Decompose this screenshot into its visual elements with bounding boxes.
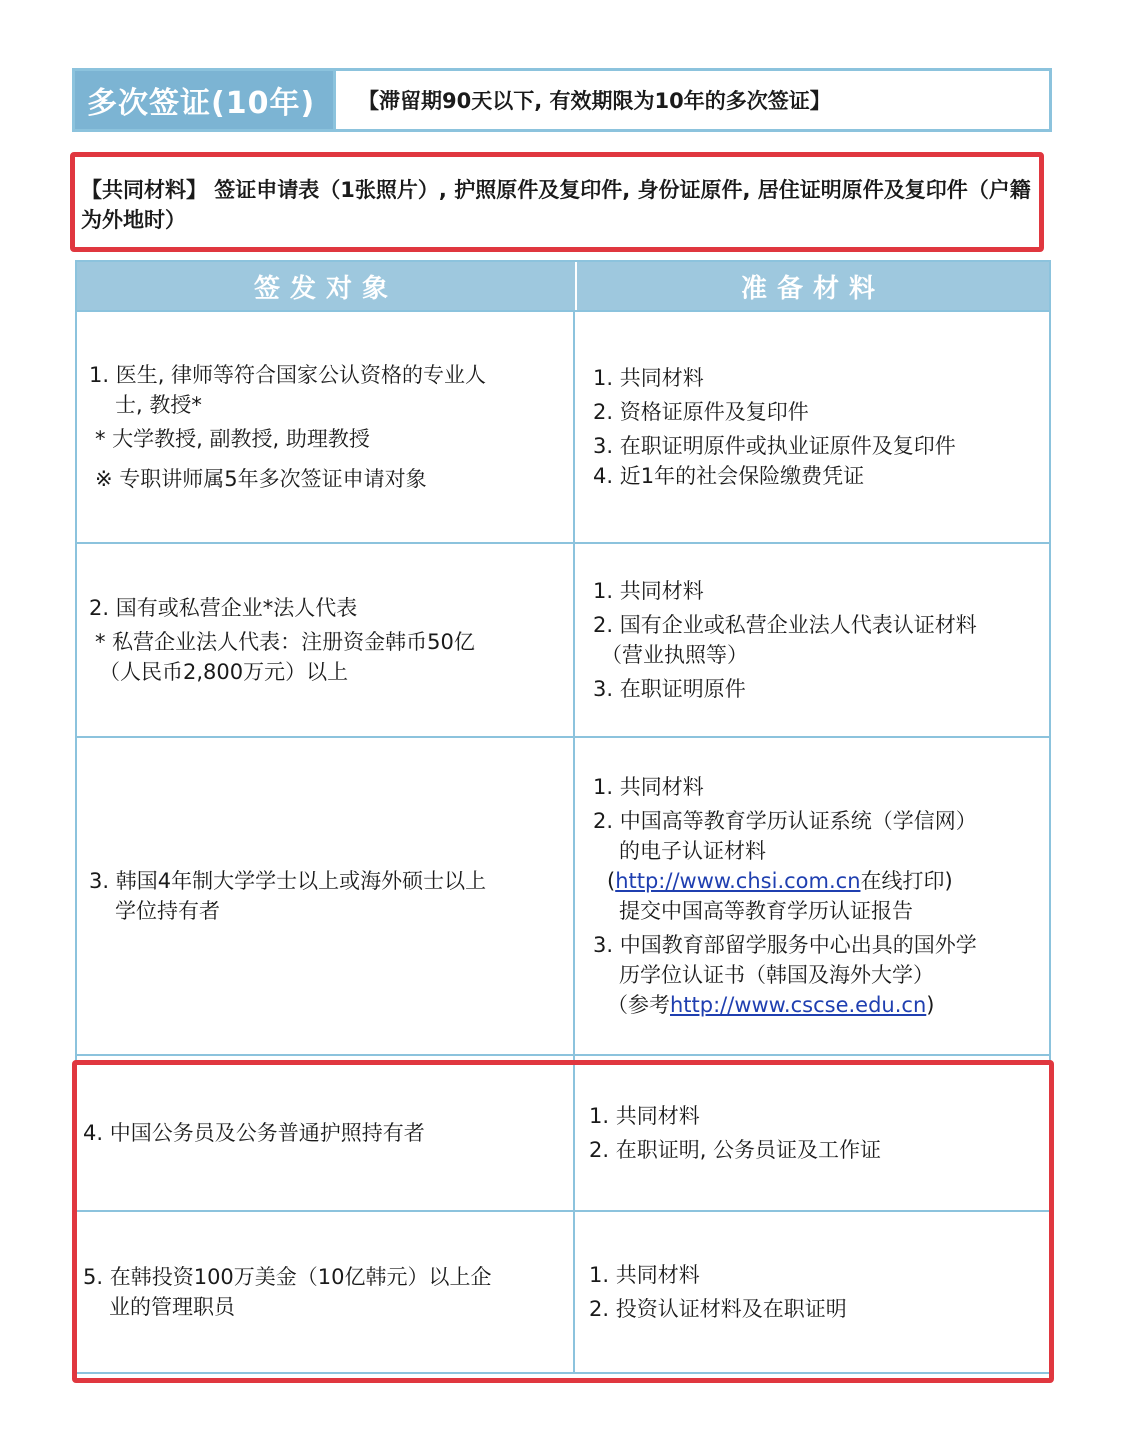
visa-title-banner — [72, 68, 1052, 132]
table-row — [75, 1056, 1051, 1212]
row-materials: 1. 共同材料 2. 投资认证材料及在职证明 — [589, 1263, 847, 1321]
row-target: 5. 在韩投资100万美金（10亿韩元）以上企 业的管理职员 — [77, 1212, 575, 1372]
row-target: 2. 国有或私营企业*法人代表 * 私营企业法人代表：注册资金韩币50亿 （人民币2,800万元）以上 — [77, 544, 575, 736]
header-target: 签发对象 — [77, 262, 577, 310]
visa-table — [75, 260, 1051, 1374]
visa-description: 【滞留期90天以下, 有效期限为10年的多次签证】 — [333, 71, 1049, 129]
row-materials: 1. 共同材料 2. 资格证原件及复印件 3. 在职证明原件或执业证原件及复印件 4. 近1年的社会保险缴费凭证 — [593, 366, 956, 488]
common-materials-box: 【共同材料】 签证申请表（1张照片）, 护照原件及复印件, 身份证原件, 居住证明原件及复印件（户籍为外地时） — [70, 152, 1044, 252]
table-header — [75, 260, 1051, 312]
chsi-link[interactable]: http://www.chsi.com.cn — [615, 869, 861, 893]
row-target: 1. 医生, 律师等符合国家公认资格的专业人 士, 教授* * 大学教授, 副教授, 助理教授 ※ 专职讲师属5年多次签证申请对象 — [77, 312, 575, 542]
row-materials: 1. 共同材料 2. 国有企业或私营企业法人代表认证材料 （营业执照等） 3. 在职证明原件 — [593, 579, 977, 701]
row-target: 3. 韩国4年制大学学士以上或海外硕士以上 学位持有者 — [77, 738, 575, 1054]
header-materials: 准备材料 — [740, 273, 885, 304]
table-row — [75, 1212, 1051, 1374]
table-row — [75, 738, 1051, 1056]
table-row — [75, 312, 1051, 544]
row-materials: 1. 共同材料 2. 在职证明, 公务员证及工作证 — [589, 1104, 882, 1162]
row-materials: 1. 共同材料 2. 中国高等教育学历认证系统（学信网） 的电子认证材料 (http://www.chsi.com.cn在线打印) 提交中国高等教育学历认证报告 3. 中国教育部留学服务中心出具的国外学 历学位认证书（韩国及海外大学） （参考http://www.cscse.edu.cn) — [593, 775, 977, 1017]
table-row — [75, 544, 1051, 738]
row-target: 4. 中国公务员及公务普通护照持有者 — [77, 1056, 575, 1210]
visa-type-label: 多次签证(10年) — [75, 71, 333, 129]
cscse-link[interactable]: http://www.cscse.edu.cn — [670, 993, 927, 1017]
